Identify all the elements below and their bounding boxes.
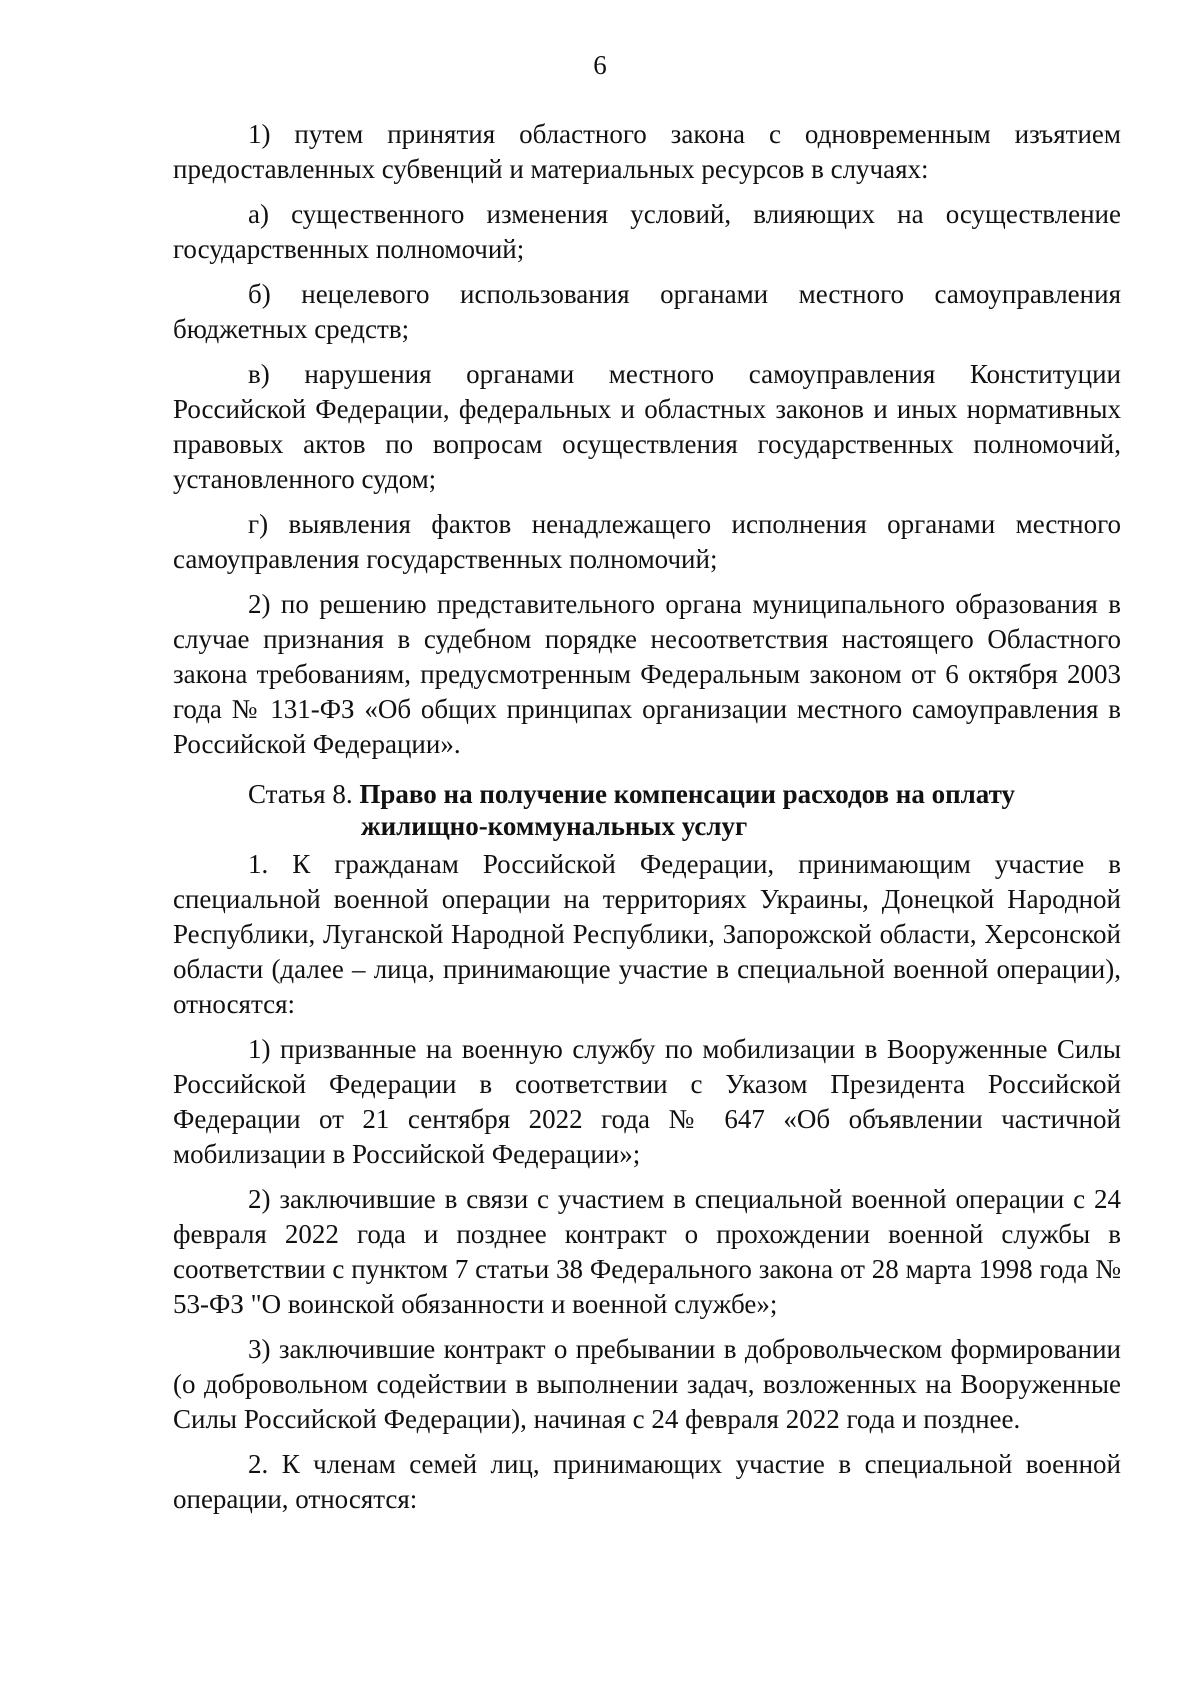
paragraph-clause-1: 1) путем принятия областного закона с одновременным изъятием предоставленных субвенций и материальных ресурсов в случаях: xyxy=(173,119,1121,184)
page-number: 6 xyxy=(593,50,607,80)
paragraph-article-8-point-2: 2. К членам семей лиц, принимающих участие в специальной военной операции, относятся: xyxy=(173,1449,1121,1514)
paragraph-subclause-a: а) существенного изменения условий, влияющих на осуществление государственных полномочий; xyxy=(173,199,1121,264)
paragraph-point-1-item-1: 1) призванные на военную службу по мобилизации в Вооруженные Силы Российской Федерации в соответствии с Указом Президента Российской Федерации от 21 сентября 2022 года № 647 «Об объявлении частичной мобилизации в Российской Федерации»; xyxy=(173,1034,1121,1169)
document-body xyxy=(173,117,1121,1527)
article-title-line-2: жилищно-коммунальных услуг xyxy=(361,811,748,841)
article-heading xyxy=(173,778,1121,842)
paragraph-clause-2: 2) по решению представительного органа муниципального образования в случае признания в судебном порядке несоответствия настоящего Областного закона требованиям, предусмотренным Федеральным законом от 6 октября 2003 года № 131-ФЗ «Об общих принципах организации местного самоуправления в Российской Федерации». xyxy=(173,589,1121,759)
paragraph-subclause-v: в) нарушения органами местного самоуправления Конституции Российской Федерации, федеральных и областных законов и иных нормативных правовых актов по вопросам осуществления государственных полномочий, установленного судом; xyxy=(173,359,1121,494)
article-number: Статья 8. xyxy=(248,779,353,809)
article-title-line-1: Право на получение компенсации расходов на оплату xyxy=(359,779,1016,809)
paragraph-subclause-b: б) нецелевого использования органами местного самоуправления бюджетных средств; xyxy=(173,279,1121,344)
paragraph-point-1-item-3: 3) заключившие контракт о пребывании в добровольческом формировании (о добровольном содействии в выполнении задач, возложенных на Вооруженные Силы Российской Федерации), начиная с 24 февраля 2022 года и позднее. xyxy=(173,1334,1121,1434)
paragraph-subclause-g: г) выявления фактов ненадлежащего исполнения органами местного самоуправления государственных полномочий; xyxy=(173,509,1121,574)
paragraph-article-8-point-1: 1. К гражданам Российской Федерации, принимающим участие в специальной военной операции на территориях Украины, Донецкой Народной Республики, Луганской Народной Республики, Запорожской области, Херсонской области (далее – лица, принимающие участие в специальной военной операции), относятся: xyxy=(173,849,1121,1019)
paragraph-point-1-item-2: 2) заключившие в связи с участием в специальной военной операции с 24 февраля 2022 года и позднее контракт о прохождении военной службы в соответствии с пунктом 7 статьи 38 Федерального закона от 28 марта 1998 года № 53-ФЗ "О воинской обязанности и военной службе»; xyxy=(173,1184,1121,1319)
